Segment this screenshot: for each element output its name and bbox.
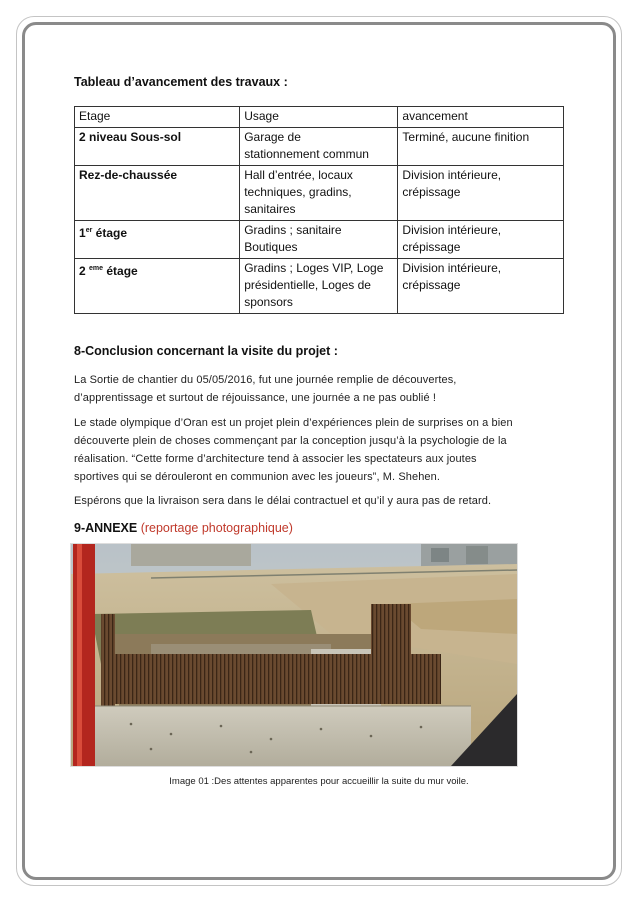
header-avancement: avancement: [398, 107, 564, 128]
construction-site-photo: [70, 543, 518, 767]
conclusion-paragraph-1: La Sortie de chantier du 05/05/2016, fut une journée remplie de découvertes, d’apprentissage et surtout de réjouissance, une journée a ne pas oublié !: [74, 374, 457, 404]
conclusion-paragraph-2: Le stade olympique d’Oran est un projet plein d’expériences plein de surprises on a bien découverte plein de choses commençant par la conception jusqu’à la psychologie de la réalisation. “Cette forme d’architecture tend à associer les spectateurs aux joutes sportives qui se dérouleront en communion avec les joueurs”, M. Shehen.: [74, 417, 513, 483]
table-row: [75, 128, 564, 166]
annexe-heading: 9-ANNEXE (reportage photographique): [74, 521, 293, 535]
annexe-subheading: (reportage photographique): [137, 521, 293, 535]
cell-avancement: Terminé, aucune finition: [398, 128, 564, 166]
construction-photo-illustration: [71, 544, 517, 766]
cell-avancement: Division intérieure, crépissage: [398, 221, 564, 259]
header-usage: Usage: [240, 107, 398, 128]
table-row: [75, 259, 564, 314]
table-header-row: [75, 107, 564, 128]
conclusion-paragraph-3: Espérons que la livraison sera dans le délai contractuel et qu’il y aura pas de retard.: [74, 495, 492, 507]
cell-usage: Garage de stationnement commun: [240, 128, 398, 166]
table-row: [75, 221, 564, 259]
cell-usage: Hall d’entrée, locaux techniques, gradins, sanitaires: [240, 166, 398, 221]
cell-usage: Gradins ; Loges VIP, Loge présidentielle, Loges de sponsors: [240, 259, 398, 314]
cell-etage: Rez-de-chaussée: [75, 166, 240, 221]
conclusion-heading: 8-Conclusion concernant la visite du projet :: [74, 344, 338, 358]
cell-etage: 1er étage: [75, 221, 240, 259]
table-heading: Tableau d’avancement des travaux :: [74, 75, 288, 89]
photo-caption: Image 01 :Des attentes apparentes pour accueillir la suite du mur voile.: [169, 776, 469, 787]
cell-etage: 2 niveau Sous-sol: [75, 128, 240, 166]
header-etage: Etage: [75, 107, 240, 128]
table-row: [75, 166, 564, 221]
cell-avancement: Division intérieure, crépissage: [398, 259, 564, 314]
cell-usage: Gradins ; sanitaire Boutiques: [240, 221, 398, 259]
cell-avancement: Division intérieure, crépissage: [398, 166, 564, 221]
cell-etage: 2 $^{eme}$ étage: [75, 259, 240, 314]
progress-table: [74, 106, 564, 314]
